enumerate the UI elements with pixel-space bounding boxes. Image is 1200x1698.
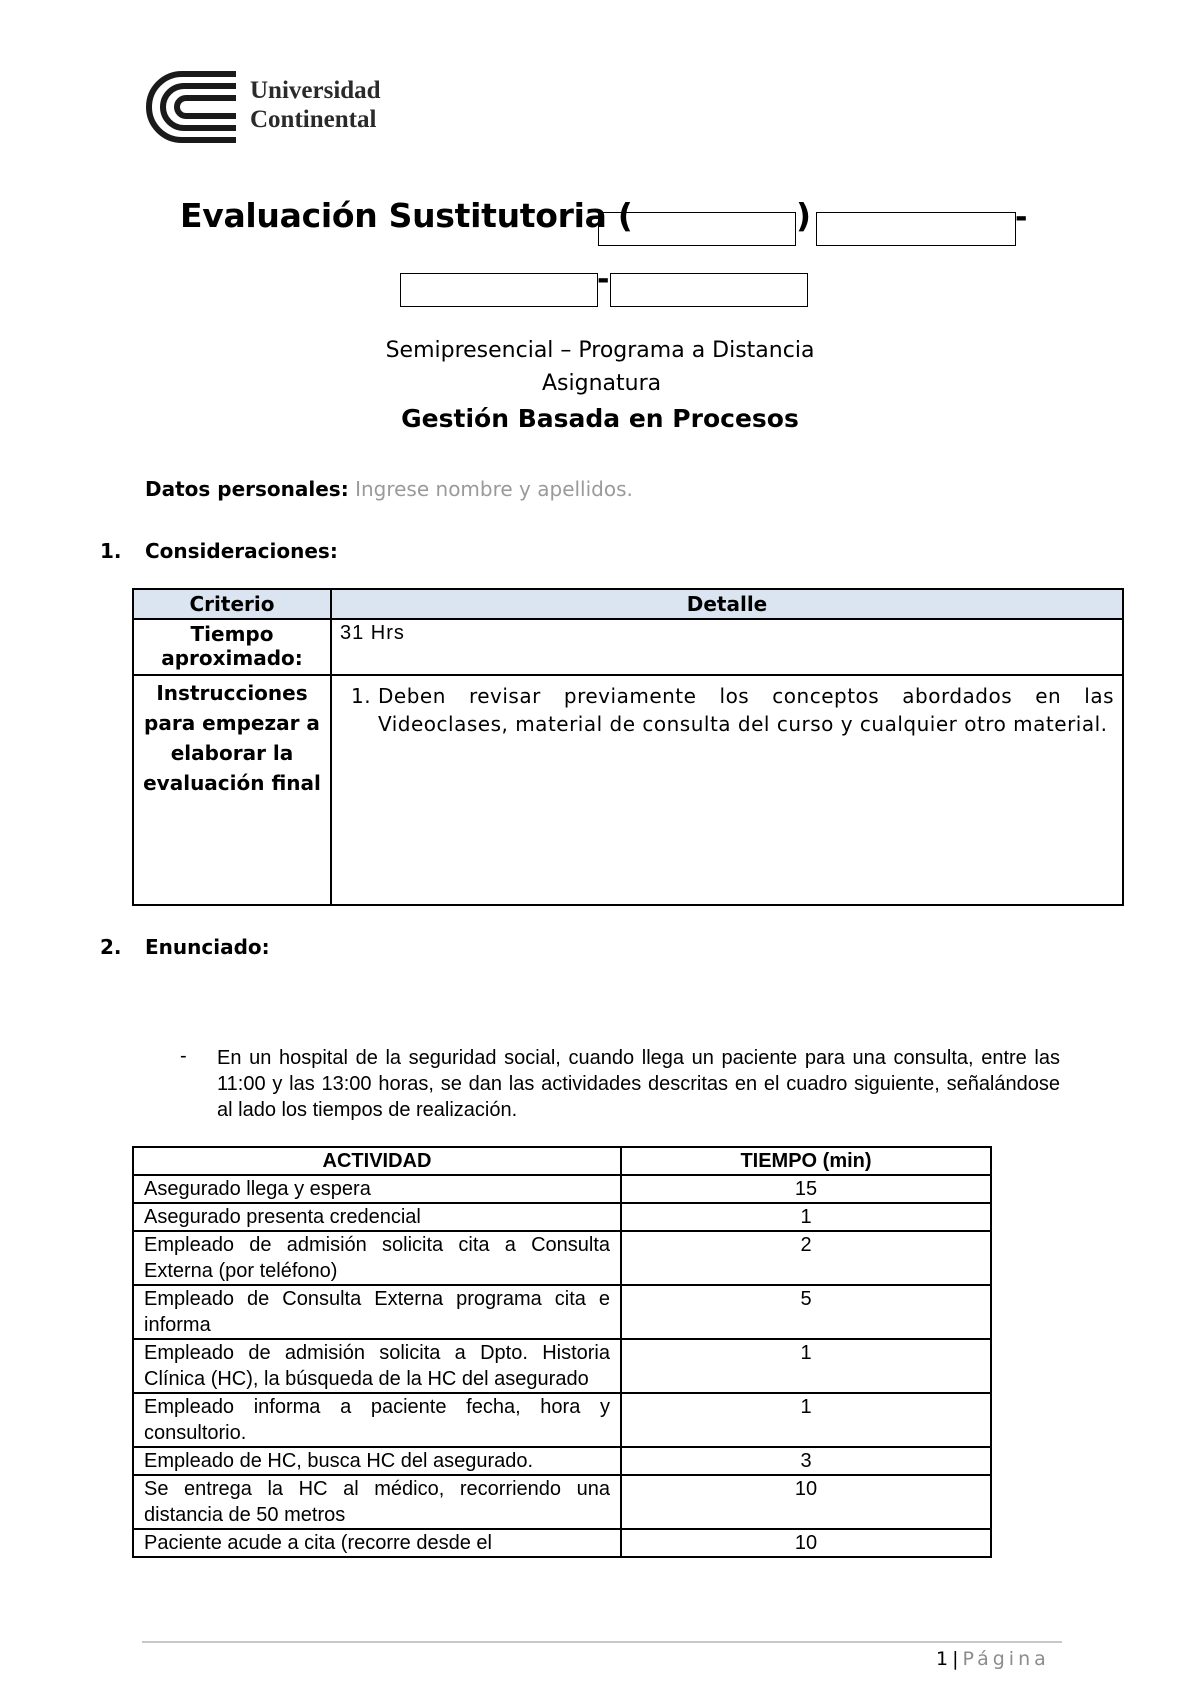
title-dash-2: - (597, 262, 610, 297)
table-row (133, 1285, 991, 1339)
personal-data (145, 477, 633, 501)
criterion-cell: Instrucciones para empezar a elaborar la evaluación final (133, 675, 331, 905)
table-row (133, 1529, 991, 1557)
activity-cell: Empleado de admisión solicita a Dpto. Historia Clínica (HC), la búsqueda de la HC del asegurado (133, 1339, 621, 1393)
section-number: 2. (100, 935, 122, 959)
activity-cell: Empleado de HC, busca HC del asegurado. (133, 1447, 621, 1475)
time-cell: 2 (621, 1231, 991, 1285)
section-title: Consideraciones: (145, 539, 338, 563)
page-label: Página (962, 1648, 1050, 1670)
column-header: TIEMPO (min) (621, 1147, 991, 1175)
university-logo-icon (142, 70, 242, 148)
exam-title: Evaluación Sustitutoria ( (180, 196, 633, 235)
title-blank-2[interactable] (816, 212, 1016, 246)
column-header: ACTIVIDAD (133, 1147, 621, 1175)
subject-label: Asignatura (542, 371, 662, 396)
time-cell: 1 (621, 1339, 991, 1393)
section-heading-2 (100, 935, 270, 959)
time-cell: 10 (621, 1475, 991, 1529)
university-name-line1: Universidad (250, 77, 381, 104)
table-row (133, 1231, 991, 1285)
bullet-dash: - (180, 1045, 187, 1067)
personal-data-input[interactable]: Ingrese nombre y apellidos. (355, 477, 633, 501)
time-cell: 10 (621, 1529, 991, 1557)
table-row (133, 1175, 991, 1203)
table-row (133, 619, 1123, 675)
time-cell: 5 (621, 1285, 991, 1339)
detail-cell (331, 675, 1123, 905)
column-header: Detalle (331, 589, 1123, 619)
section-heading-1 (100, 539, 338, 563)
footer-separator: | (952, 1648, 959, 1670)
university-name (250, 76, 381, 134)
table-row (133, 675, 1123, 905)
activity-cell: Empleado de Consulta Externa programa cita e informa (133, 1285, 621, 1339)
table-header-row (133, 1147, 991, 1175)
university-name-line2: Continental (250, 106, 377, 133)
page-footer (936, 1648, 1050, 1670)
footer-divider (142, 1641, 1062, 1643)
time-cell: 3 (621, 1447, 991, 1475)
considerations-table (132, 588, 1124, 906)
activities-table (132, 1146, 992, 1558)
section-title: Enunciado: (145, 935, 270, 959)
statement-paragraph: En un hospital de la seguridad social, cuando llega un paciente para una consulta, entre las 11:00 y las 13:00 horas, se dan las actividades descritas en el cuadro siguiente, señalándose al lado los tiempos de realización. (217, 1047, 1060, 1121)
section-number: 1. (100, 539, 122, 563)
subject-title: Gestión Basada en Procesos (401, 404, 799, 433)
activity-cell: Asegurado llega y espera (133, 1175, 621, 1203)
page-number: 1 (936, 1648, 949, 1670)
table-row (133, 1339, 991, 1393)
activity-cell: Paciente acude a cita (recorre desde el (133, 1529, 621, 1557)
table-row (133, 1203, 991, 1231)
activity-cell: Asegurado presenta credencial (133, 1203, 621, 1231)
table-header-row (133, 589, 1123, 619)
activity-cell: Se entrega la HC al médico, recorriendo una distancia de 50 metros (133, 1475, 621, 1529)
table-row (133, 1447, 991, 1475)
detail-cell: 31 Hrs (331, 619, 1123, 675)
column-header: Criterio (133, 589, 331, 619)
criterion-cell: Tiempo aproximado: (133, 619, 331, 675)
title-blank-3[interactable] (400, 273, 598, 307)
activity-cell: Empleado informa a paciente fecha, hora y consultorio. (133, 1393, 621, 1447)
list-item: 1. Deben revisar previamente los conceptos abordados en las Videoclases, material de consulta del curso y cualquier otro material. (378, 682, 1114, 738)
time-cell: 15 (621, 1175, 991, 1203)
table-row (133, 1475, 991, 1529)
title-blank-1[interactable] (598, 212, 796, 246)
activity-cell: Empleado de admisión solicita cita a Consulta Externa (por teléfono) (133, 1231, 621, 1285)
time-cell: 1 (621, 1393, 991, 1447)
title-close-paren: ) (796, 196, 812, 235)
title-dash-1: - (1015, 200, 1028, 235)
table-row (133, 1393, 991, 1447)
program-mode: Semipresencial – Programa a Distancia (385, 338, 815, 363)
time-cell: 1 (621, 1203, 991, 1231)
personal-data-label: Datos personales: (145, 477, 349, 501)
title-blank-4[interactable] (610, 273, 808, 307)
